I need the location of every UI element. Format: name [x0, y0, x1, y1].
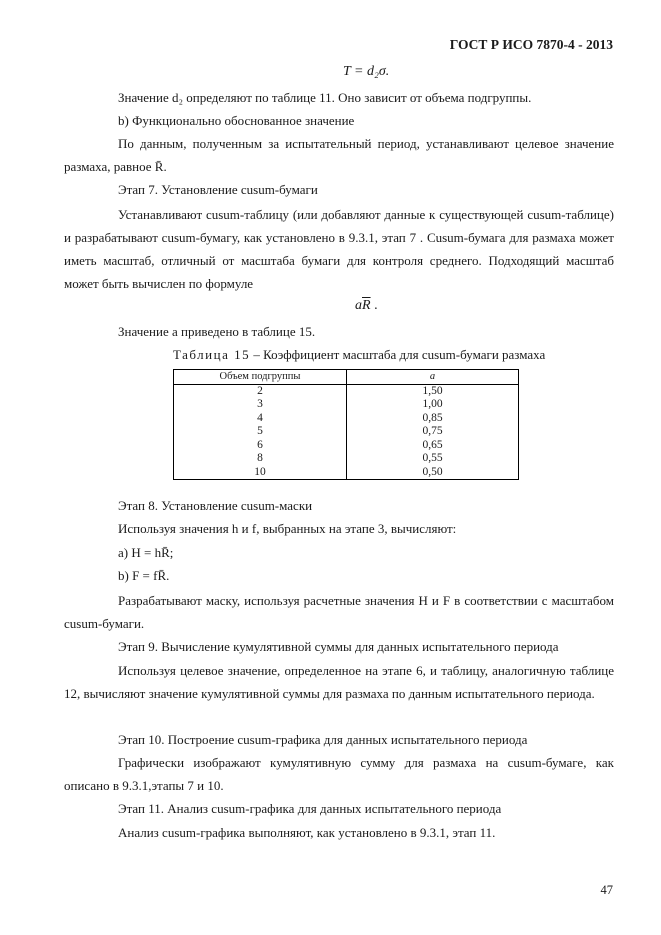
- cell-subgroup: 8: [174, 452, 347, 466]
- column-header-a: a: [347, 370, 519, 385]
- table-row: [174, 425, 519, 439]
- table-row: [174, 466, 519, 480]
- step-9-heading: Этап 9. Вычисление кумулятивной суммы для данных испытательного периода: [118, 639, 559, 654]
- table-caption-label: Таблица 15: [173, 347, 251, 362]
- formula-scale-end: .: [374, 298, 378, 313]
- table-row: [174, 412, 519, 426]
- item-b-formula: b) F = fR̄.: [118, 568, 170, 583]
- cell-a: 0,85: [347, 412, 519, 426]
- cell-a: 0,50: [347, 466, 519, 480]
- formula-scale: [355, 298, 378, 314]
- step-11-heading: Этап 11. Анализ cusum-графика для данных испытательного периода: [118, 801, 502, 816]
- cell-a: 0,65: [347, 439, 519, 453]
- cell-subgroup: 5: [174, 425, 347, 439]
- paragraph-a-value: Значение a приведено в таблице 15.: [118, 324, 316, 339]
- paragraph-mask: Разрабатывают маску, используя расчетные значения H и F в соответствии с масштабом cusum-бумаги.: [64, 593, 614, 631]
- formula-scale-a: a: [355, 298, 362, 313]
- step-10-heading: Этап 10. Построение cusum-графика для данных испытательного периода: [118, 732, 528, 747]
- table-row: [174, 398, 519, 412]
- cell-subgroup: 4: [174, 412, 347, 426]
- table-row: [174, 384, 519, 398]
- cell-a: 1,50: [347, 384, 519, 398]
- paragraph-cumulative-sum: Используя целевое значение, определенное на этапе 6, и таблицу, аналогичную таблице 12, вычисляют значение кумулятивной суммы для размаха по данным испытательного периода.: [64, 663, 614, 701]
- cell-subgroup: 3: [174, 398, 347, 412]
- cell-subgroup: 10: [174, 466, 347, 480]
- cell-subgroup: 2: [174, 384, 347, 398]
- step-7-heading: Этап 7. Установление cusum-бумаги: [118, 182, 318, 197]
- cell-a: 1,00: [347, 398, 519, 412]
- formula-t: T = d₂σ.: [343, 64, 390, 79]
- item-b-heading: b) Функционально обоснованное значение: [118, 113, 355, 128]
- paragraph-cusum-paper: Устанавливают cusum-таблицу (или добавляют данные к существующей cusum-таблице) и разрабатывают cusum-бумагу, как установлено в 9.3.1, этап 7 . Cusum-бумага для размаха может иметь масштаб, отличный от масштаба бумаги для контроля среднего. Подходящий масштаб может быть вычислен по формуле: [64, 207, 614, 291]
- table-caption-text: – Коэффициент масштаба для cusum-бумаги размаха: [250, 347, 546, 362]
- cell-a: 0,55: [347, 452, 519, 466]
- column-header-subgroup: Объем подгруппы: [174, 370, 347, 385]
- paragraph-analysis: Анализ cusum-графика выполняют, как установлено в 9.3.1, этап 11.: [118, 825, 496, 840]
- table-row: [174, 452, 519, 466]
- paragraph-plot: Графически изображают кумулятивную сумму для размаха на cusum-бумаге, как описано в 9.3.1,этапы 7 и 10.: [64, 755, 614, 793]
- cell-subgroup: 6: [174, 439, 347, 453]
- step-8-heading: Этап 8. Установление cusum-маски: [118, 498, 313, 513]
- cell-a: 0,75: [347, 425, 519, 439]
- page-number: 47: [600, 883, 613, 897]
- item-a-formula: a) H = hR̄;: [118, 545, 174, 560]
- table-caption: [173, 347, 545, 363]
- table-row: [174, 439, 519, 453]
- formula-scale-r: $\overline{R}$: [362, 298, 371, 313]
- document-header: ГОСТ Р ИСО 7870-4 - 2013: [449, 37, 613, 52]
- paragraph-d2-note: Значение d₂ определяют по таблице 11. Оно зависит от объема подгруппы.: [118, 90, 532, 105]
- paragraph-target-value: По данным, полученным за испытательный период, устанавливают целевое значение размаха, равное R̄.: [64, 136, 614, 174]
- paragraph-h-f: Используя значения h и f, выбранных на этапе 3, вычисляют:: [118, 521, 457, 536]
- scale-coefficient-table: [173, 369, 519, 480]
